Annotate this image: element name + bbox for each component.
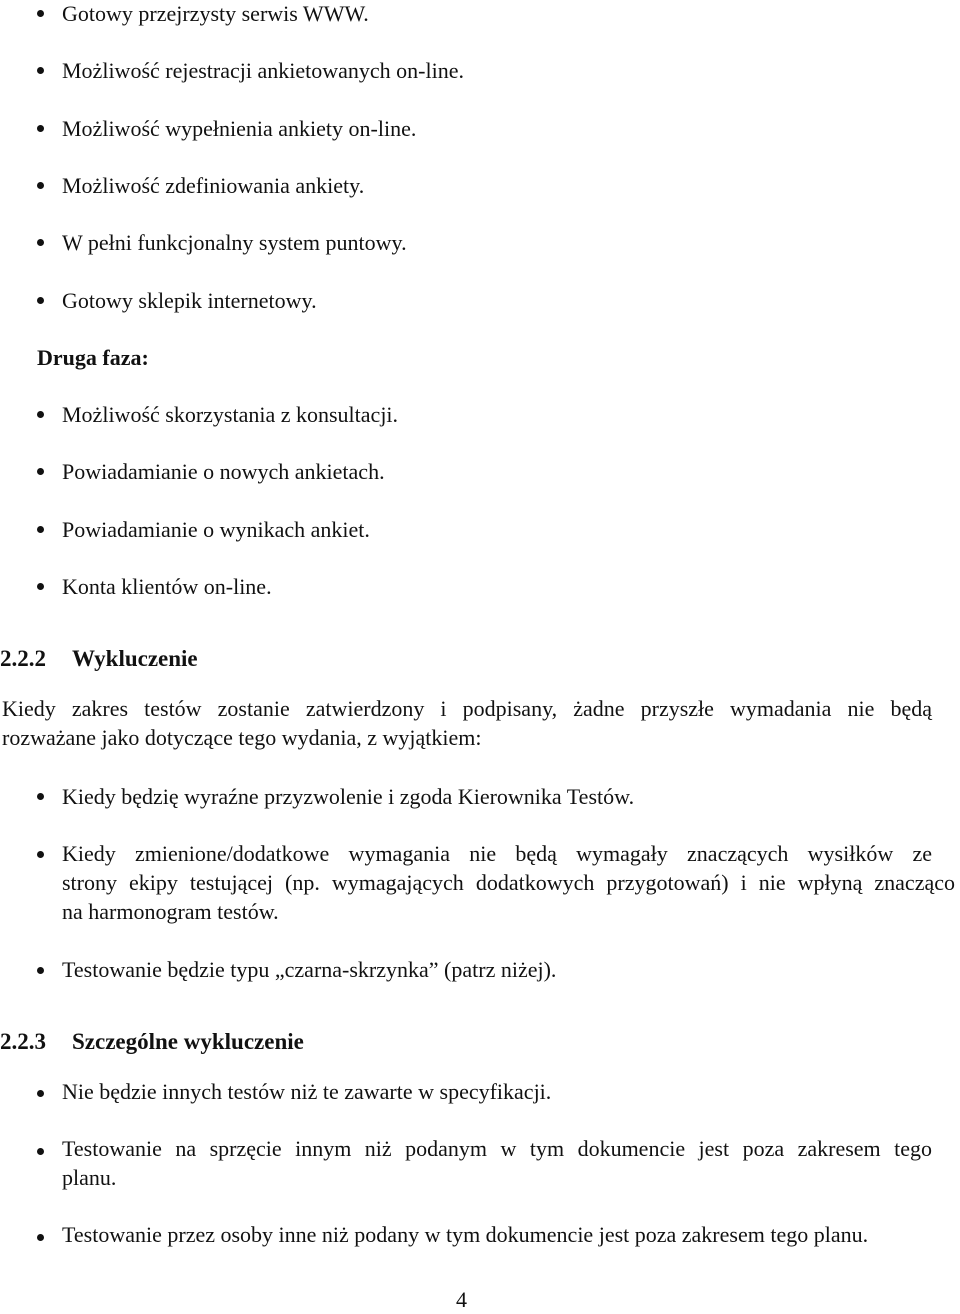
bullet-icon [37, 67, 44, 74]
list-item-text: Powiadamianie o nowych ankietach. [62, 459, 385, 484]
section-heading [0, 1028, 304, 1056]
list-item-text: strony ekipy testującej (np. wymagających dodatkowych przygotowań) i nie wpłyną znacząco [62, 870, 955, 895]
bullet-icon [37, 851, 44, 858]
list-item-text: planu. [62, 1165, 117, 1190]
paragraph-line: Kiedy zakres testów zostanie zatwierdzony i podpisany, żadne przyszłe wymadania nie będą [2, 696, 932, 721]
bullet-icon [37, 526, 44, 533]
bullet-icon [37, 1090, 44, 1097]
paragraph-line: rozważane jako dotyczące tego wydania, z wyjątkiem: [2, 725, 482, 750]
list-item-text: Konta klientów on-line. [62, 574, 272, 599]
list-item-text: Powiadamianie o wynikach ankiet. [62, 517, 370, 542]
list-item-text: Testowanie przez osoby inne niż podany w tym dokumencie jest poza zakresem tego planu. [62, 1222, 869, 1247]
list-item-text: Testowanie na sprzęcie innym niż podanym w tym dokumencie jest poza zakresem tego [62, 1136, 932, 1161]
list-item-text: Testowanie będzie typu „czarna-skrzynka” (patrz niżej). [62, 957, 557, 982]
bullet-icon [37, 1148, 44, 1155]
section-number: 2.2.2 [0, 646, 46, 671]
bullet-icon [37, 967, 44, 974]
list-item-text: Gotowy przejrzysty serwis WWW. [62, 1, 369, 26]
bullet-icon [37, 583, 44, 590]
list-item-text: W pełni funkcjonalny system puntowy. [62, 230, 407, 255]
bullet-icon [37, 239, 44, 246]
list-item-text: Kiedy zmienione/dodatkowe wymagania nie będą wymagały znaczących wysiłków ze [62, 841, 932, 866]
section-title: Szczególne wykluczenie [72, 1029, 304, 1054]
section-number: 2.2.3 [0, 1029, 46, 1054]
bullet-icon [37, 468, 44, 475]
bullet-icon [37, 182, 44, 189]
list-item-text: Możliwość rejestracji ankietowanych on-line. [62, 58, 464, 83]
bullet-icon [37, 297, 44, 304]
bullet-icon [37, 125, 44, 132]
list-item-text: Kiedy będzię wyraźne przyzwolenie i zgoda Kierownika Testów. [62, 784, 635, 809]
list-item-text: Możliwość wypełnienia ankiety on-line. [62, 116, 417, 141]
list-item-text: Możliwość zdefiniowania ankiety. [62, 173, 365, 198]
bullet-icon [37, 1234, 44, 1241]
list-item-text: na harmonogram testów. [62, 899, 279, 924]
list-item-text: Gotowy sklepik internetowy. [62, 288, 317, 313]
bullet-icon [37, 411, 44, 418]
bullet-icon [37, 10, 44, 17]
page-number: 4 [456, 1287, 467, 1312]
section-heading [0, 645, 198, 673]
list-item-text: Możliwość skorzystania z konsultacji. [62, 402, 399, 427]
bullet-icon [37, 793, 44, 800]
list-item-text: Nie będzie innych testów niż te zawarte w specyfikacji. [62, 1079, 552, 1104]
phase2-heading: Druga faza: [37, 345, 149, 370]
section-title: Wykluczenie [72, 646, 198, 671]
